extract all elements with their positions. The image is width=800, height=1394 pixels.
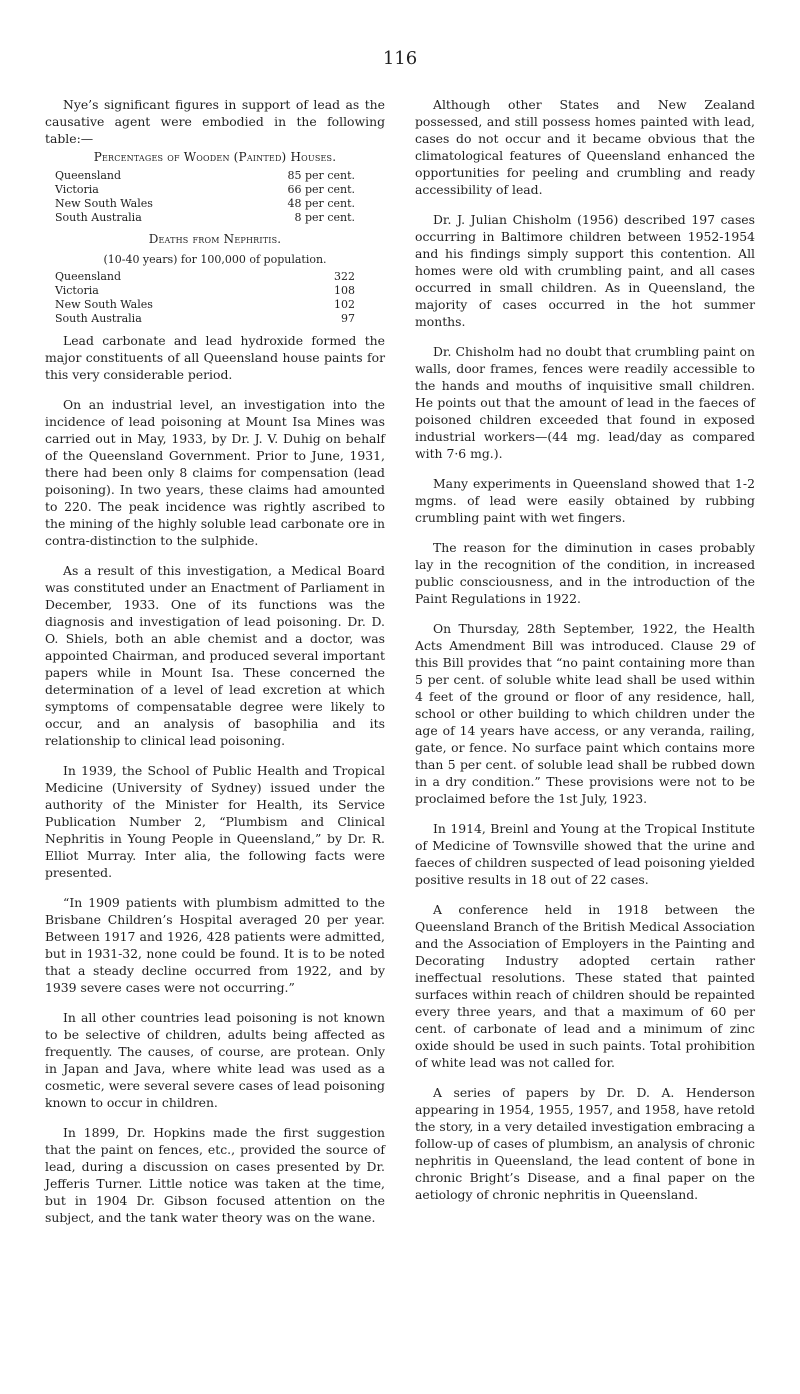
- paragraph: Although other States and New Zealand possessed, and still possess homes painted with lead, cases do not occur and it became obvious that the climatological features of Queensland enhanced the opportunities for peeling and crumbling and ready accessibility of lead.: [415, 97, 755, 197]
- table-row: [55, 270, 355, 284]
- table-caption-wooden-houses: Percentages of Wooden (Painted) Houses.: [93, 150, 337, 164]
- paragraph: On an industrial level, an investigation into the incidence of lead poisoning at Mount Isa Mines was carried out in May, 1933, by Dr. J. V. Duhig on behalf of the Queensland Government. Prior to June, 1931, there had been only 8 claims for compensation (lead poisoning). In two years, these claims had amounted to 220. The peak incidence was rightly ascribed to the mining of the highly soluble lead carbonate ore in contra-distinction to the sulphide.: [45, 397, 385, 548]
- paragraph: In all other countries lead poisoning is not known to be selective of children, adults being affected as frequently. The causes, of course, are protean. Only in Japan and Java, where white lead was used as a cosmetic, were several severe cases of lead poisoning known to occur in children.: [45, 1010, 385, 1110]
- paragraph: In 1899, Dr. Hopkins made the first suggestion that the paint on fences, etc., provided the source of lead, during a discussion on cases presented by Dr. Jefferis Turner. Little notice was taken at the time, but in 1904 Dr. Gibson focused attention on the subject, and the tank water theory was on the wane.: [45, 1125, 385, 1225]
- state-name: New South Wales: [55, 197, 153, 210]
- paragraph: Many experiments in Queensland showed that 1-2 mgms. of lead were easily obtained by rubbing crumbling paint with wet fingers.: [415, 476, 755, 525]
- state-name: Victoria: [55, 183, 99, 196]
- quotation-paragraph: “In 1909 patients with plumbism admitted to the Brisbane Children’s Hospital averaged 20 per year. Between 1917 and 1926, 428 patients were admitted, but in 1931-32, none could be found. It is to be noted that a steady decline occurred from 1922, and by 1939 severe cases were not occurring.”: [45, 895, 385, 995]
- table-row: [55, 211, 355, 225]
- wooden-houses-table: [55, 169, 355, 225]
- right-column: [415, 96, 755, 1216]
- nephritis-deaths-table: [55, 270, 355, 326]
- paragraph: Dr. Chisholm had no doubt that crumbling paint on walls, door frames, fences were readily accessible to the hands and mouths of inquisitive small children. He points out that the amount of lead in the faeces of poisoned children exceeded that found in exposed industrial workers—(44 mg. lead/day as compared with 7·6 mg.).: [415, 344, 755, 461]
- state-name: South Australia: [55, 312, 142, 325]
- paragraph: Dr. J. Julian Chisholm (1956) described 197 cases occurring in Baltimore children between 1952-1954 and his findings simply support this contention. All homes were old with crumbling paint, and all cases occurred in small children. As in Queensland, the majority of cases occurred in the hot summer months.: [415, 212, 755, 329]
- table-subcaption: (10-40 years) for 100,000 of population.: [103, 253, 327, 266]
- death-rate-value: 322: [334, 270, 355, 283]
- state-name: South Australia: [55, 211, 142, 224]
- paragraph: A conference held in 1918 between the Queensland Branch of the British Medical Association and the Association of Employers in the Painting and Decorating Industry adopted certain rather ineffectual resolutions. These stated that painted surfaces within reach of children should be repainted every three years, and that a maximum of 60 per cent. of carbonate of lead and a minimum of zinc oxide should be used in such paints. Total prohibition of white lead was not called for.: [415, 902, 755, 1070]
- paragraph: The reason for the diminution in cases probably lay in the recognition of the condition, in increased public consciousness, and in the introduction of the Paint Regulations in 1922.: [415, 540, 755, 606]
- state-name: New South Wales: [55, 298, 153, 311]
- state-name: Victoria: [55, 284, 99, 297]
- paragraph: On Thursday, 28th September, 1922, the Health Acts Amendment Bill was introduced. Clause 29 of this Bill provides that “no paint containing more than 5 per cent. of soluble white lead shall be used within 4 feet of the ground or floor of any residence, hall, school or other building to which children under the age of 14 years have access, or any veranda, railing, gate, or fence. No surface paint which contains more than 5 per cent. of soluble lead shall be rubbed down in a dry condition.” These provisions were not to be proclaimed before the 1st July, 1923.: [415, 621, 755, 806]
- paragraph: Lead carbonate and lead hydroxide formed the major constituents of all Queensland house paints for this very considerable period.: [45, 333, 385, 382]
- table-row: [55, 284, 355, 298]
- percentage-value: 66 per cent.: [287, 183, 355, 196]
- paragraph: Nye’s significant figures in support of lead as the causative agent were embodied in the following table:—: [45, 97, 385, 146]
- page-number: 116: [382, 48, 418, 69]
- death-rate-value: 108: [334, 284, 355, 297]
- paragraph: As a result of this investigation, a Medical Board was constituted under an Enactment of Parliament in December, 1933. One of its functions was the diagnosis and investigation of lead poisoning. Dr. D. O. Shiels, both an able chemist and a doctor, was appointed Chairman, and produced several important papers while in Mount Isa. These concerned the determination of a level of lead excretion at which symptoms of compensatable degree were likely to occur, and an analysis of basophilia and its relationship to clinical lead poisoning.: [45, 563, 385, 748]
- table-row: [55, 169, 355, 183]
- paragraph: In 1939, the School of Public Health and Tropical Medicine (University of Sydney) issued under the authority of the Minister for Health, its Service Publication Number 2, “Plumbism and Clinical Nephritis in Young People in Queensland,” by Dr. R. Elliot Murray. Inter alia, the following facts were presented.: [45, 763, 385, 880]
- table-row: [55, 197, 355, 211]
- paragraph: In 1914, Breinl and Young at the Tropical Institute of Medicine of Townsville showed that the urine and faeces of children suspected of lead poisoning yielded positive results in 18 out of 22 cases.: [415, 821, 755, 887]
- table-caption-nephritis-deaths: Deaths from Nephritis.: [148, 232, 282, 246]
- left-column: [45, 96, 385, 1239]
- percentage-value: 48 per cent.: [287, 197, 355, 210]
- percentage-value: 85 per cent.: [287, 169, 355, 182]
- state-name: Queensland: [55, 169, 122, 182]
- table-row: [55, 183, 355, 197]
- state-name: Queensland: [55, 270, 122, 283]
- paragraph: A series of papers by Dr. D. A. Henderson appearing in 1954, 1955, 1957, and 1958, have retold the story, in a very detailed investigation embracing a follow-up of cases of plumbism, an analysis of chronic nephritis in Queensland, the lead content of bone in chronic Bright’s Disease, and a final paper on the aetiology of chronic nephritis in Queensland.: [415, 1085, 755, 1202]
- table-row: [55, 298, 355, 312]
- death-rate-value: 97: [341, 312, 355, 325]
- death-rate-value: 102: [334, 298, 355, 311]
- percentage-value: 8 per cent.: [294, 211, 355, 224]
- table-row: [55, 312, 355, 326]
